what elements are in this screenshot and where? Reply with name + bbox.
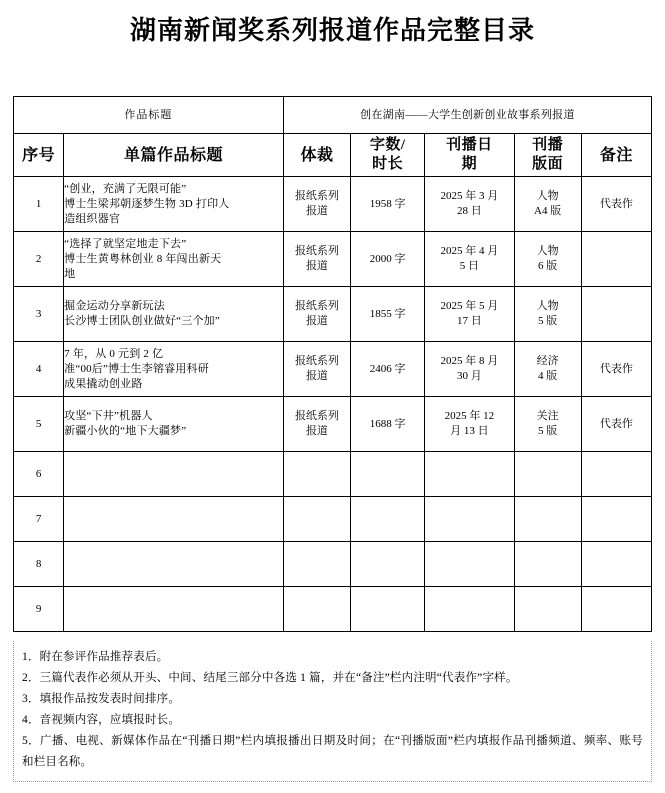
row-title-line2: 博士生梁邦朝逐梦生物 3D 打印人 [64, 197, 230, 210]
note-item: 3．填报作品按发表时间排序。 [22, 693, 181, 705]
row-publish-date-line1: 2025 年 12 [444, 410, 495, 422]
row-publish-date-line1: 2025 年 8 月 [440, 355, 499, 367]
row-title-line3: 成果撬动创业路 [64, 377, 143, 390]
row-genre [283, 287, 350, 342]
row-title [64, 177, 284, 232]
row-title-line1: 攻坚“下井”机器人 [64, 410, 153, 422]
row-publish-page-line1: 人物 [536, 245, 559, 257]
row-publish-page-line2: A4 版 [534, 205, 562, 217]
row-no: 1 [14, 177, 64, 232]
row-publish-page [514, 397, 581, 452]
row-no: 5 [14, 397, 64, 452]
row-note: 代表作 [581, 177, 651, 232]
row-wordcount: 2000 字 [351, 232, 425, 287]
header-no: 序号 [14, 134, 64, 177]
table-row [14, 542, 652, 587]
row-publish-page [514, 452, 581, 497]
table-row [14, 452, 652, 497]
table-row [14, 497, 652, 542]
header-genre: 体裁 [283, 134, 350, 177]
row-title [64, 452, 284, 497]
row-genre-line1: 报纸系列 [294, 355, 339, 367]
row-genre-line2: 报道 [305, 205, 328, 217]
row-no: 6 [14, 452, 64, 497]
row-title [64, 342, 284, 397]
header-wordcount-line2: 时长 [372, 156, 404, 172]
table-row [14, 342, 652, 397]
row-publish-date-line2: 月 13 日 [450, 425, 489, 437]
row-title-line2: 新疆小伙的“地下大疆梦” [64, 425, 187, 437]
table-row [14, 232, 652, 287]
row-publish-date [425, 587, 514, 632]
row-title [64, 397, 284, 452]
row-no: 3 [14, 287, 64, 342]
header-wordcount [351, 134, 425, 177]
header-wordcount-line1: 字数/ [369, 137, 406, 153]
note-item: 4．音视频内容，应填报时长。 [22, 714, 181, 726]
row-wordcount: 2406 字 [351, 342, 425, 397]
row-publish-page-line1: 人物 [536, 190, 559, 202]
row-wordcount [351, 452, 425, 497]
row-note [581, 542, 651, 587]
row-no: 4 [14, 342, 64, 397]
row-title-line1: 7 年，从 0 元到 2 亿 [64, 347, 164, 360]
note-item: 2．三篇代表作必须从开头、中间、结尾三部分中各选 1 篇，并在“备注”栏内注明“代表作”字样。 [22, 672, 518, 684]
row-publish-page-line1: 人物 [536, 300, 559, 312]
row-publish-date-line2: 28 日 [457, 205, 482, 217]
row-publish-page [514, 287, 581, 342]
row-wordcount [351, 542, 425, 587]
row-genre [283, 177, 350, 232]
row-wordcount: 1855 字 [351, 287, 425, 342]
row-genre [283, 452, 350, 497]
footer-notes [13, 641, 652, 782]
row-publish-date-line1: 2025 年 4 月 [440, 245, 499, 257]
row-publish-date-line2: 5 日 [459, 260, 480, 272]
row-genre-line2: 报道 [305, 315, 328, 327]
row-publish-page-line1: 关注 [536, 410, 559, 422]
row-publish-date-line1: 2025 年 5 月 [440, 300, 499, 312]
header-publish-page [514, 134, 581, 177]
row-publish-page [514, 177, 581, 232]
row-title-line1: “创业，充满了无限可能” [64, 182, 187, 195]
row-title-line2: 准“00后”博士生李镕睿用科研 [64, 362, 209, 375]
row-genre [283, 497, 350, 542]
row-note [581, 452, 651, 497]
row-publish-page-line2: 4 版 [538, 370, 558, 382]
row-publish-date [425, 452, 514, 497]
row-publish-page-line2: 6 版 [538, 260, 558, 272]
row-wordcount: 1958 字 [351, 177, 425, 232]
table-row [14, 287, 652, 342]
row-no: 2 [14, 232, 64, 287]
row-genre [283, 397, 350, 452]
row-genre-line1: 报纸系列 [294, 300, 339, 312]
note-item: 1．附在参评作品推荐表后。 [22, 651, 169, 663]
row-publish-date [425, 542, 514, 587]
row-wordcount: 1688 字 [351, 397, 425, 452]
row-note [581, 587, 651, 632]
row-publish-date [425, 497, 514, 542]
row-publish-date-line1: 2025 年 3 月 [440, 190, 499, 202]
row-title [64, 232, 284, 287]
row-publish-page-line1: 经济 [536, 355, 559, 367]
row-publish-page [514, 232, 581, 287]
row-no: 7 [14, 497, 64, 542]
row-genre [283, 342, 350, 397]
row-title-line2: 长沙博士团队创业做好“三个加” [64, 315, 220, 327]
row-genre-line2: 报道 [305, 260, 328, 272]
catalog-table-wrapper [13, 96, 652, 632]
row-genre-line1: 报纸系列 [294, 245, 339, 257]
row-note [581, 497, 651, 542]
page-title: 湖南新闻奖系列报道作品完整目录 [129, 16, 535, 45]
row-title [64, 287, 284, 342]
caption-value: 创在湖南——大学生创新创业故事系列报道 [283, 97, 651, 134]
row-publish-date [425, 177, 514, 232]
caption-label: 作品标题 [14, 97, 284, 134]
row-genre-line1: 报纸系列 [294, 410, 339, 422]
row-genre-line2: 报道 [305, 425, 328, 437]
caption-row [14, 97, 652, 134]
row-publish-date-line2: 17 日 [457, 315, 482, 327]
row-publish-page [514, 587, 581, 632]
note-item: 5．广播、电视、新媒体作品在“刊播日期”栏内填报播出日期及时间；在“刊播版面”栏内填报作品刊播频道、频率、账号和栏目名称。 [22, 735, 643, 768]
row-publish-date-line2: 30 月 [457, 370, 482, 382]
row-no: 8 [14, 542, 64, 587]
row-title-line1: “选择了就坚定地走下去” [64, 237, 187, 250]
row-note: 代表作 [581, 397, 651, 452]
row-title [64, 497, 284, 542]
row-publish-page [514, 342, 581, 397]
row-title [64, 587, 284, 632]
row-note [581, 287, 651, 342]
row-publish-page [514, 542, 581, 587]
row-genre-line1: 报纸系列 [294, 190, 339, 202]
row-publish-date [425, 342, 514, 397]
row-no: 9 [14, 587, 64, 632]
row-publish-date [425, 232, 514, 287]
row-publish-page-line2: 5 版 [538, 425, 558, 437]
row-publish-date [425, 397, 514, 452]
table-row [14, 177, 652, 232]
table-header-row [14, 134, 652, 177]
header-title: 单篇作品标题 [64, 134, 284, 177]
row-title [64, 542, 284, 587]
row-publish-page [514, 497, 581, 542]
row-publish-date [425, 287, 514, 342]
row-genre [283, 232, 350, 287]
header-publish-page-line2: 版面 [532, 156, 564, 172]
row-publish-page-line2: 5 版 [538, 315, 558, 327]
header-publish-date [425, 134, 514, 177]
row-wordcount [351, 497, 425, 542]
row-title-line3: 造组织器官 [64, 212, 121, 225]
row-genre [283, 587, 350, 632]
row-title-line3: 地 [64, 267, 76, 280]
header-publish-page-line1: 刊播 [532, 137, 564, 153]
row-title-line2: 博士生黄粤林创业 8 年闯出新天 [64, 252, 222, 265]
row-genre-line2: 报道 [305, 370, 328, 382]
header-publish-date-line2: 期 [461, 156, 478, 172]
table-row [14, 587, 652, 632]
row-title-line1: 掘金运动分享新玩法 [64, 300, 165, 312]
header-publish-date-line1: 刊播日 [446, 137, 493, 153]
header-note: 备注 [581, 134, 651, 177]
row-wordcount [351, 587, 425, 632]
table-row [14, 397, 652, 452]
row-note [581, 232, 651, 287]
row-genre [283, 542, 350, 587]
catalog-table [13, 96, 652, 632]
row-note: 代表作 [581, 342, 651, 397]
